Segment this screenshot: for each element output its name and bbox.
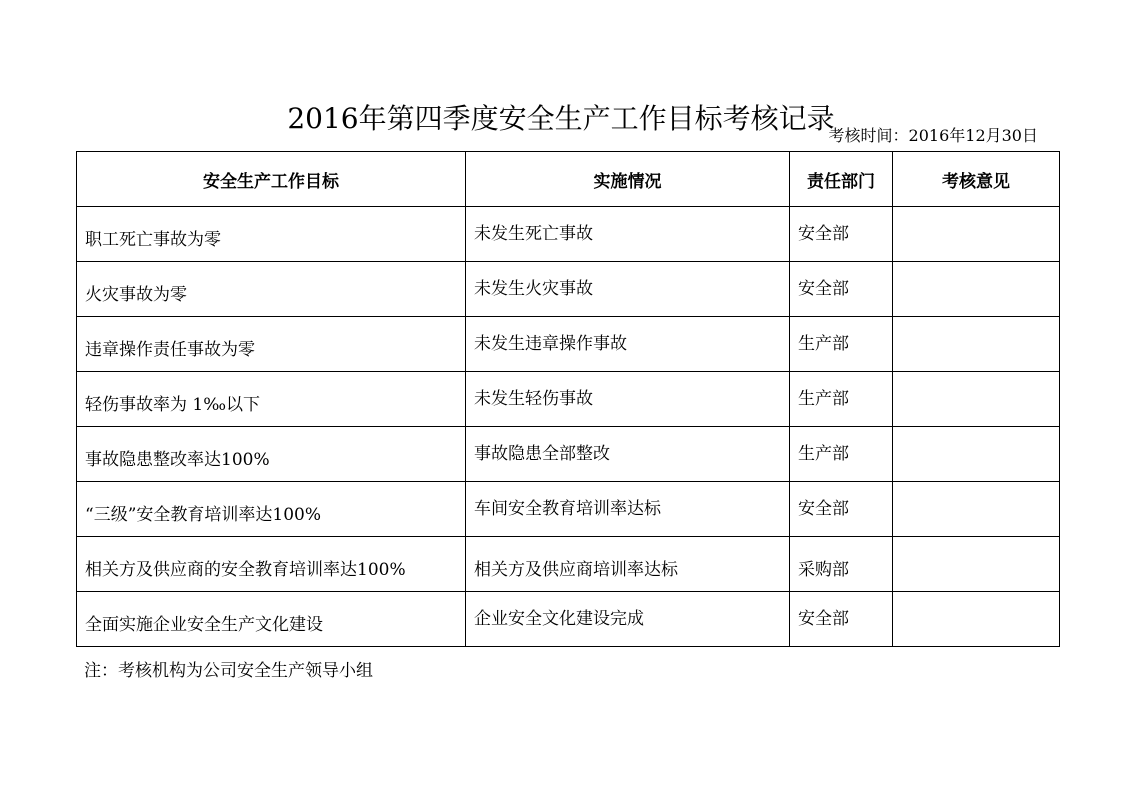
department-cell [790,207,893,262]
department-text: 安全部 [798,279,849,299]
table-row [77,427,1060,482]
implementation-cell [466,207,790,262]
target-text: 职工死亡事故为零 [85,230,221,250]
header-department: 责任部门 [790,152,893,207]
department-text: 生产部 [798,334,849,354]
table-row [77,372,1060,427]
implementation-cell [466,262,790,317]
opinion-cell [893,372,1060,427]
implementation-text: 未发生轻伤事故 [474,389,593,409]
target-cell [77,317,466,372]
target-text: 相关方及供应商的安全教育培训率达100% [85,560,406,580]
department-cell [790,427,893,482]
target-text: 轻伤事故率为 1‰以下 [85,395,261,415]
target-text: 违章操作责任事故为零 [85,340,255,360]
implementation-text: 事故隐患全部整改 [474,444,610,464]
target-text: 火灾事故为零 [85,285,187,305]
header-opinion: 考核意见 [893,152,1060,207]
implementation-cell [466,317,790,372]
implementation-cell [466,592,790,647]
document-title: 2016年第四季度安全生产工作目标考核记录 [287,101,835,135]
opinion-cell [893,317,1060,372]
header-implementation: 实施情况 [466,152,790,207]
implementation-text: 未发生死亡事故 [474,224,593,244]
opinion-cell [893,427,1060,482]
target-cell [77,427,466,482]
table-header-row [77,152,1060,207]
assessment-table [76,151,1060,647]
opinion-text [893,262,1059,274]
table-row [77,482,1060,537]
opinion-cell [893,207,1060,262]
implementation-text: 车间安全教育培训率达标 [474,499,661,519]
table-row [77,537,1060,592]
department-text: 生产部 [798,389,849,409]
table-row [77,592,1060,647]
target-cell [77,537,466,592]
opinion-text [893,372,1059,384]
target-text: 事故隐患整改率达100% [85,450,270,470]
header-target: 安全生产工作目标 [77,152,466,207]
department-text: 生产部 [798,444,849,464]
implementation-text: 未发生违章操作事故 [474,334,627,354]
implementation-cell [466,372,790,427]
implementation-text: 未发生火灾事故 [474,279,593,299]
opinion-text [893,317,1059,329]
table-row [77,262,1060,317]
target-text: 全面实施企业安全生产文化建设 [85,615,323,635]
target-cell [77,262,466,317]
department-cell [790,537,893,592]
implementation-text: 相关方及供应商培训率达标 [474,560,678,580]
target-cell [77,207,466,262]
department-cell [790,317,893,372]
implementation-text: 企业安全文化建设完成 [474,609,644,629]
target-cell [77,372,466,427]
table-row [77,207,1060,262]
department-cell [790,372,893,427]
table-row [77,317,1060,372]
exam-date: 考核时间：2016年12月30日 [828,126,1038,145]
department-text: 安全部 [798,609,849,629]
department-text: 安全部 [798,499,849,519]
department-cell [790,592,893,647]
department-cell [790,262,893,317]
implementation-cell [466,537,790,592]
opinion-text [893,592,1059,604]
implementation-cell [466,482,790,537]
opinion-cell [893,537,1060,592]
department-cell [790,482,893,537]
opinion-text [893,427,1059,439]
opinion-text [893,537,1059,549]
footnote: 注：考核机构为公司安全生产领导小组 [84,661,373,681]
opinion-cell [893,262,1060,317]
opinion-text [893,482,1059,494]
opinion-text [893,207,1059,219]
target-cell [77,592,466,647]
opinion-cell [893,482,1060,537]
target-text: “三级”安全教育培训率达100% [85,505,321,525]
department-text: 安全部 [798,224,849,244]
department-text: 采购部 [798,560,849,580]
opinion-cell [893,592,1060,647]
implementation-cell [466,427,790,482]
target-cell [77,482,466,537]
